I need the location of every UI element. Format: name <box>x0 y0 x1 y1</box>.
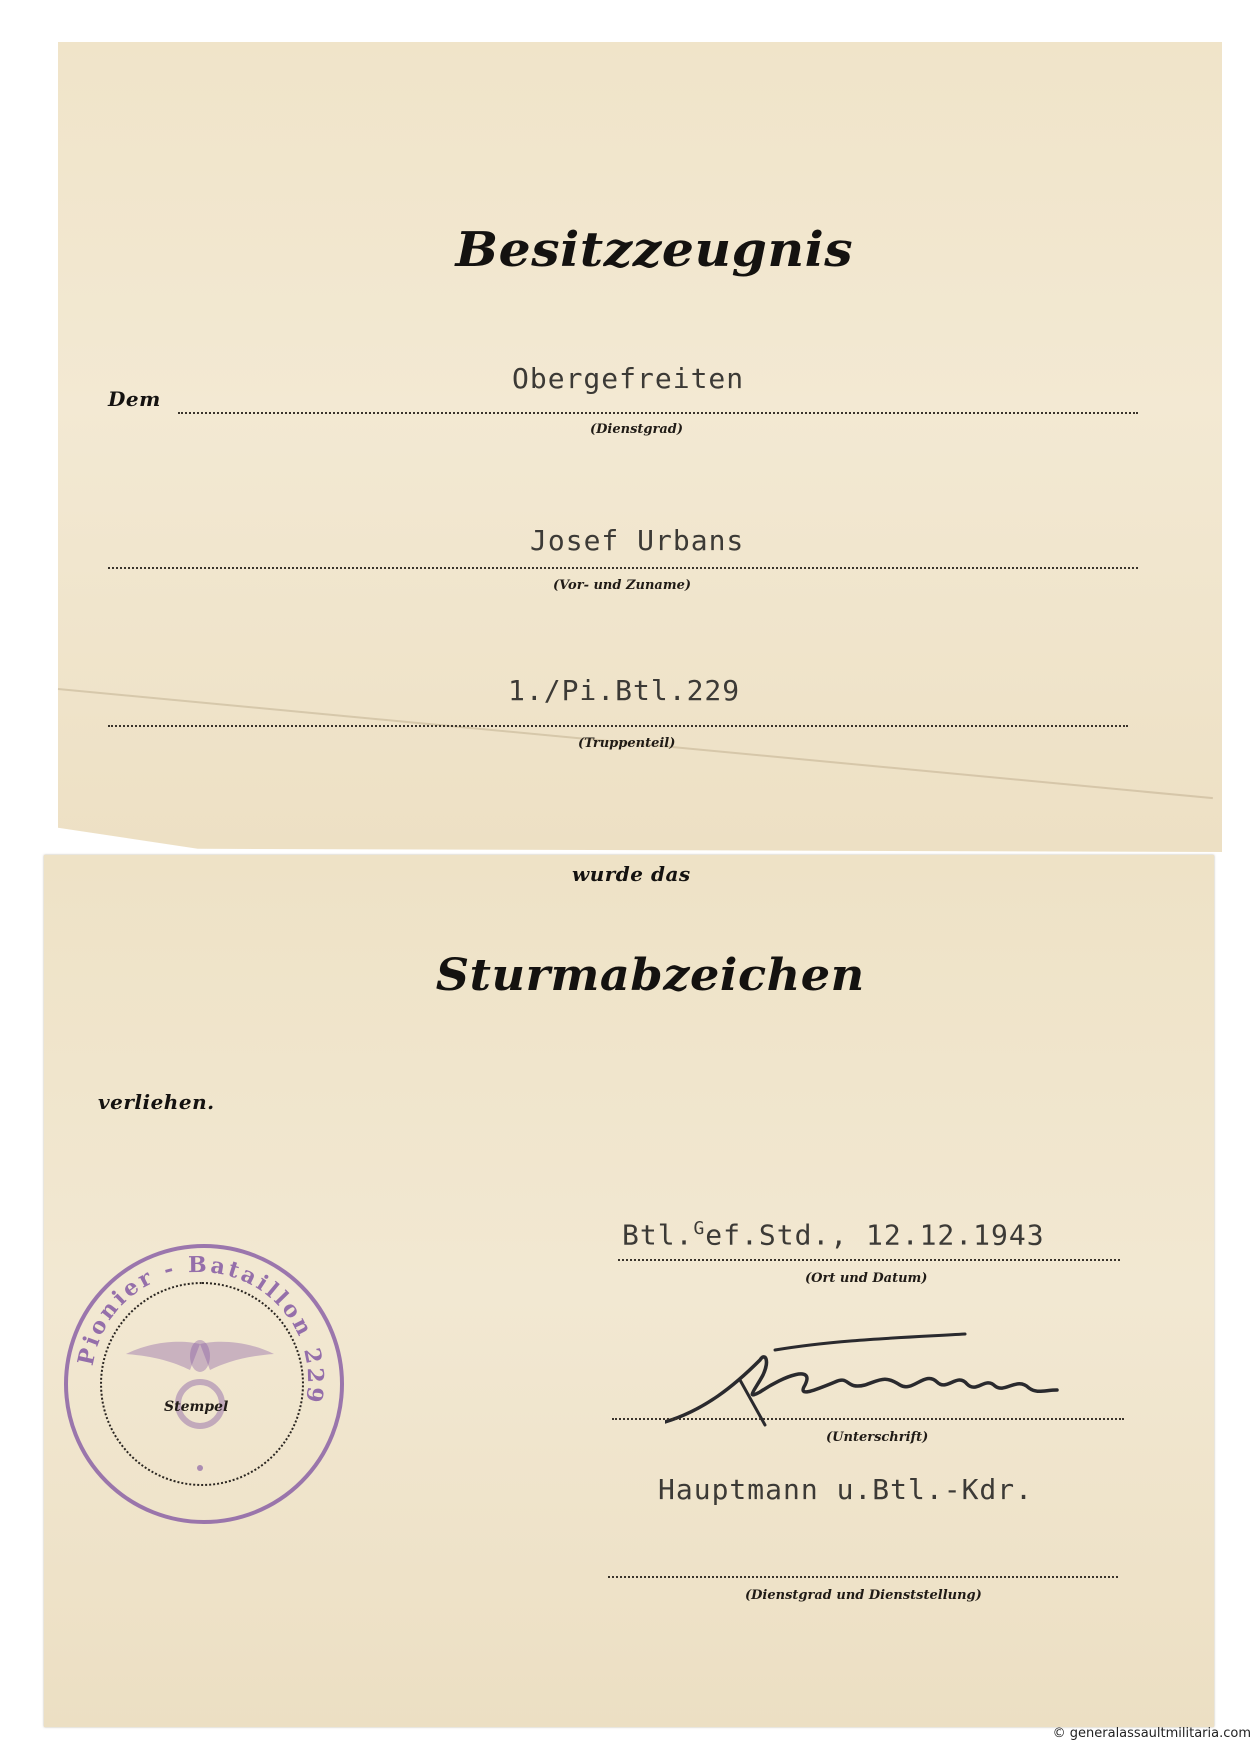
place-date-rest: ef.Std., 12.12.1943 <box>705 1218 1045 1252</box>
place-date-value <box>622 1218 1045 1251</box>
stamp-label: Stempel <box>164 1399 229 1415</box>
upper-sheet <box>58 42 1222 852</box>
place-date-superscript: G <box>693 1218 706 1239</box>
unit-stamp <box>64 1244 344 1524</box>
rank-value: Obergefreiten <box>512 362 745 395</box>
position-line <box>608 1576 1118 1578</box>
signature-caption: (Unterschrift) <box>826 1430 929 1445</box>
rank-caption: (Dienstgrad) <box>590 422 684 437</box>
wurde-das-text: wurde das <box>572 862 691 886</box>
name-value: Josef Urbans <box>530 524 745 557</box>
dem-label: Dem <box>108 387 161 411</box>
unit-caption: (Truppenteil) <box>578 736 676 751</box>
unit-value: 1./Pi.Btl.229 <box>508 674 741 707</box>
rank-line <box>178 412 1138 414</box>
signature <box>665 1330 1095 1430</box>
award-name: Sturmabzeichen <box>435 950 865 1001</box>
place-date-prefix: Btl. <box>622 1218 694 1252</box>
position-value: Hauptmann u.Btl.-Kdr. <box>658 1473 1034 1506</box>
name-line <box>108 567 1138 569</box>
unit-line <box>108 725 1128 727</box>
signature-line <box>612 1418 1124 1420</box>
copyright-credit: © generalassaultmilitaria.com <box>1052 1726 1251 1741</box>
place-date-line <box>618 1259 1120 1261</box>
place-date-caption: (Ort und Datum) <box>805 1271 928 1286</box>
document-title: Besitzzeugnis <box>455 222 854 278</box>
stamp-inner-circle <box>100 1282 304 1486</box>
position-caption: (Dienstgrad und Dienststellung) <box>745 1588 982 1603</box>
stamp-ring-label: Pionier - Bataillon 229 <box>72 1251 329 1407</box>
verliehen-text: verliehen. <box>98 1090 215 1114</box>
name-caption: (Vor- und Zuname) <box>553 578 691 593</box>
